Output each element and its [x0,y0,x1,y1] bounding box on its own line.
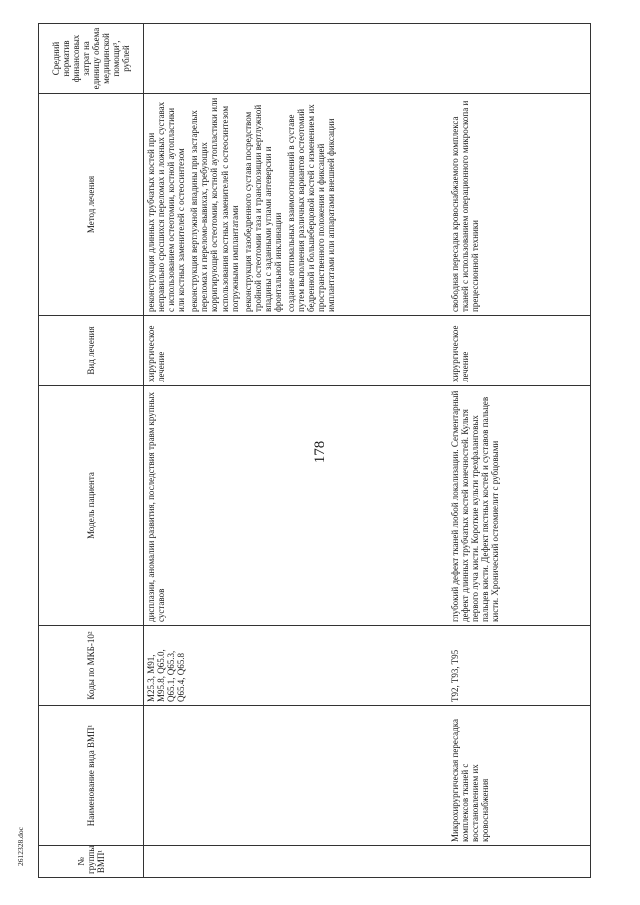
header-group-number: № группы ВМП¹ [39,846,144,878]
method-item: создание оптимальных взаимоотношений в суставе путем выполнения различных вариантов остеотомий бедренной и большеберцовой костей с изменением их пространственного положения и фиксацией имплантатами или аппаратами внешней фиксации [286,104,337,312]
vmp-table [38,23,591,878]
cell-model: дисплазии, аномалии развития, последствия травм крупных суставов [144,386,449,626]
method-item: реконструкция длинных трубчатых костей при неправильно сросшихся переломах и ложных суставах с использованием остеотомии, костной аутопластики или костных заменителей с остеосинтезом [146,101,187,312]
page-number: 178 [312,440,328,464]
header-icd-codes: Коды по МКБ-10² [39,626,144,706]
rotated-table-container [38,24,594,878]
cell-model: глубокий дефект тканей любой локализации. Сегментарный дефект длинных трубчатых костей конечностей. Культя первого луча кисти. Короткие культи трехфаланговых пальцев кисти. Дефект пястных костей и суставов пальцев кисти. Хронический остеомиелит с рубцовыми [448,386,591,626]
cell-group [448,846,591,878]
cell-codes: T92, T93, T95 [448,626,591,706]
cell-cost [448,24,591,94]
header-patient-model: Модель пациента [39,386,144,626]
method-item: реконструкция тазобедренного сустава посредством тройной остеотомии таза и транспозиции вертлужной впадины с заданными углами антеверсии и фронтальной инклинации [242,104,283,312]
header-treatment-type: Вид лечения [39,316,144,386]
cell-treatment: хирургическое лечение [144,316,449,386]
header-average-cost: Средний норматив финансовых затрат на единицу объема медицинской помощи³, рублей [39,24,144,94]
cell-name: Микрохирургическая пересадка комплексов тканей с восстановлением их кровоснабжения [448,706,591,846]
cell-treatment: хирургическое лечение [448,316,591,386]
cell-methods [144,94,449,316]
table-row [448,24,591,878]
document-filename: 2612328.doc [16,827,25,866]
cell-group [144,846,449,878]
header-vmp-name: Наименование вида ВМП¹ [39,706,144,846]
table-header-row [39,24,144,878]
cell-name [144,706,449,846]
cell-methods [448,94,591,316]
method-item: свободная пересадка кровоснабжаемого комплекса тканей с использованием операционного микроскопа и прецессионной техники [450,100,481,312]
cell-codes: M25.3, M91, M95.8, Q65.0, Q65.1, Q65.3, Q65.4, Q65.8 [144,626,449,706]
header-treatment-method: Метод лечения [39,94,144,316]
table-row [144,24,449,878]
method-item: реконструкция вертлужной впадины при застарелых переломах и переломо-вывихах, требующих корригирующей остеотомии, костной аутопластики или использования костных заменителей с остеосинтезом погружными имплантатами [189,97,240,312]
cell-cost [144,24,449,94]
